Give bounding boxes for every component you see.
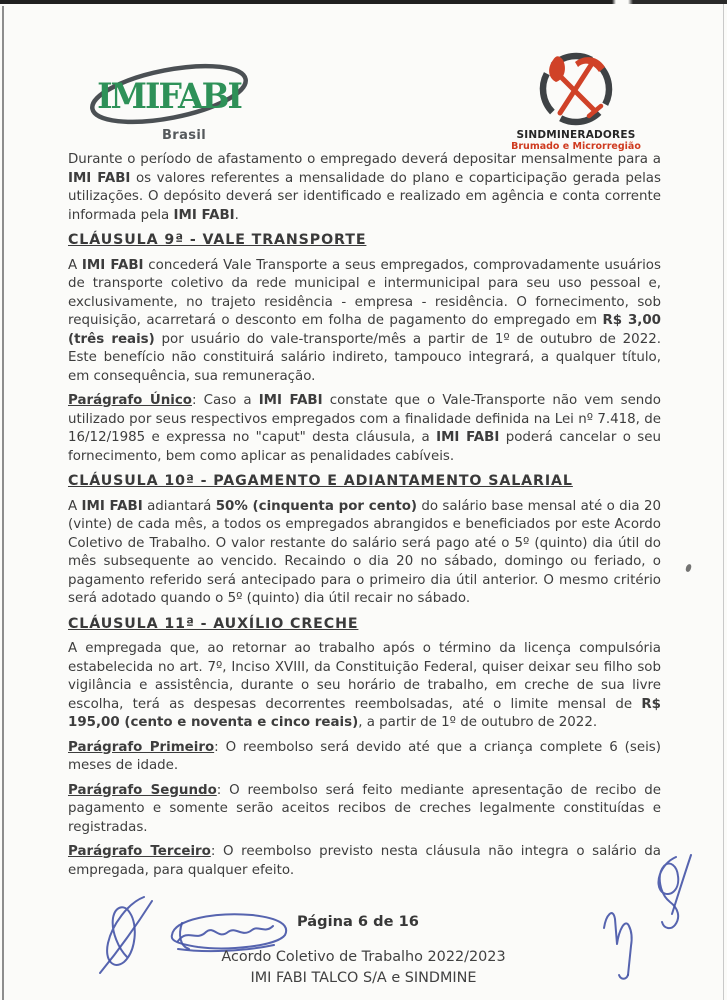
sindmineradores-region-label: Brumado e Microrregião [511, 141, 641, 152]
text-run: A [68, 498, 82, 514]
scan-top-border [0, 0, 727, 4]
text-run: constate que o Vale-Transporte não vem sendo utilizado por seus respectivos empregados com a finalidade definida na Lei nº 7.418, de 16/12/1985 e expressa no "caput" desta cláusula, a [68, 393, 661, 445]
sindmineradores-name-label: SINDMINERADORES [516, 129, 636, 141]
scan-left-edge-line [2, 6, 4, 1000]
clause-9-heading: CLÁUSULA 9ª - VALE TRANSPORTE [68, 232, 367, 248]
text-run: do salário base mensal até o dia 20 (vinte) de cada mês, a todos os empregados abrangidos e beneficiados por este Acordo Coletivo de Trabalho. O valor restante do salário será pago até o 5º (quinto) dia útil do mês subsequente ao vencido. Recaindo o dia 20 no sábado, domingo ou feriado, o pagamento referido será antecipado para o primeiro dia útil anterior. O mesmo critério será adotado quando o 5º (quinto) dia útil recair no sábado. [68, 498, 661, 606]
text-emphasis: IMI FABI [173, 207, 235, 223]
clause-11-paragraph-first [68, 739, 661, 776]
clause-11-paragraph-third [68, 843, 661, 880]
imifabi-logo [86, 60, 256, 143]
sindmineradores-logo [506, 50, 646, 152]
clause-11-paragraph-second [68, 782, 661, 838]
text-run: concederá Vale Transporte a seus empregados, comprovadamente usuários de transporte coletivo da rede municipal e intermunicipal para seu uso pessoal e, exclusivamente, no trajeto residência - empresa - residência. O fornecimento, sob requisição, acarretará o desconto em folha de pagamento do empregado em [68, 257, 661, 328]
paragraph-deposit-intro [68, 151, 661, 225]
imifabi-country-label: Brasil [162, 128, 207, 143]
text-run: : O reembolso será devido até que a criança complete 6 (seis) meses de idade. [68, 739, 661, 773]
text-emphasis: IMI FABI [258, 393, 323, 408]
text-emphasis: IMI FABI [81, 498, 143, 514]
document-body [68, 151, 661, 886]
clause-11-body [68, 640, 661, 733]
scan-artifact-speck [685, 564, 692, 573]
text-run: , a partir de 1º de outubro de 2022. [358, 715, 598, 730]
text-run: A empregada que, ao retornar ao trabalho após o término da licença compulsória estabelecida no art. 7º, Inciso XVIII, da Constituição Federal, quiser deixar seu filho sob vigilância e assistência, durante o seu horário de trabalho, em creche de sua livre escolha, terá as despesas decorrentes reembolsadas, até o limite mensal de [68, 641, 661, 712]
page-number-label: Página 6 de 16 [297, 913, 419, 930]
text-emphasis: IMI FABI [81, 257, 144, 273]
footer-doc-title: Acordo Coletivo de Trabalho 2022/2023 [221, 949, 506, 965]
clause-9-body [68, 257, 661, 387]
text-run: por usuário do vale-transporte/mês a partir de 1º de outubro de 2022. Este benefício não constituirá salário indireto, tampouco integrará, a qualquer título, em consequência, sua remuneração. [68, 331, 661, 384]
text-emphasis: Parágrafo Primeiro [68, 739, 215, 755]
text-emphasis: IMI FABI [436, 430, 500, 445]
text-run: poderá cancelar o seu fornecimento, bem como aplicar as penalidades cabíveis. [68, 430, 662, 464]
imifabi-logo-text: IMIFABI [97, 75, 241, 116]
document-footer [0, 947, 727, 989]
clause-11-heading: CLÁUSULA 11ª - AUXÍLIO CRECHE [68, 615, 359, 632]
text-emphasis: Parágrafo Único [68, 393, 192, 408]
text-run: Durante o período de afastamento o empregado deverá depositar mensalmente para a [68, 152, 661, 167]
text-emphasis: R$ 195,00 (cento e noventa e cinco reais) [68, 696, 661, 730]
text-run: os valores referentes a mensalidade do plano e coparticipação gerada pelas utilizações. O depósito deverá ser identificado e realizado em agência e conta corrente informada pela [68, 170, 661, 223]
text-run: . [234, 207, 239, 223]
clause-10-heading: CLÁUSULA 10ª - PAGAMENTO E ADIANTAMENTO SALARIAL [68, 473, 573, 489]
footer-doc-parties: IMI FABI TALCO S/A e SINDMINE [250, 970, 477, 986]
text-run: : O reembolso será feito mediante apresentação de recibo de pagamento e somente serão aceitos recibos de creches legalmente constituídas e registradas. [68, 782, 661, 835]
imifabi-logo-mark-icon [86, 60, 252, 128]
text-emphasis: IMI FABI [68, 170, 131, 186]
text-run: A [68, 257, 82, 273]
text-run: : Caso a [192, 393, 259, 408]
text-run: adiantará [142, 498, 216, 514]
text-run: : O reembolso previsto nesta cláusula não integra o salário da empregada, para qualquer efeito. [68, 844, 662, 878]
signature-right-initial-g [642, 850, 696, 940]
text-emphasis: 50% (cinquenta por cento) [215, 498, 418, 514]
clause-10-body [68, 498, 661, 609]
text-emphasis: R$ 3,00 (três reais) [68, 313, 661, 347]
sindmineradores-emblem-icon [537, 50, 615, 128]
scan-right-edge-line [723, 4, 724, 1000]
text-emphasis: Parágrafo Terceiro [68, 844, 211, 859]
clause-9-sole-paragraph [68, 392, 661, 466]
text-emphasis: Parágrafo Segundo [68, 782, 217, 798]
